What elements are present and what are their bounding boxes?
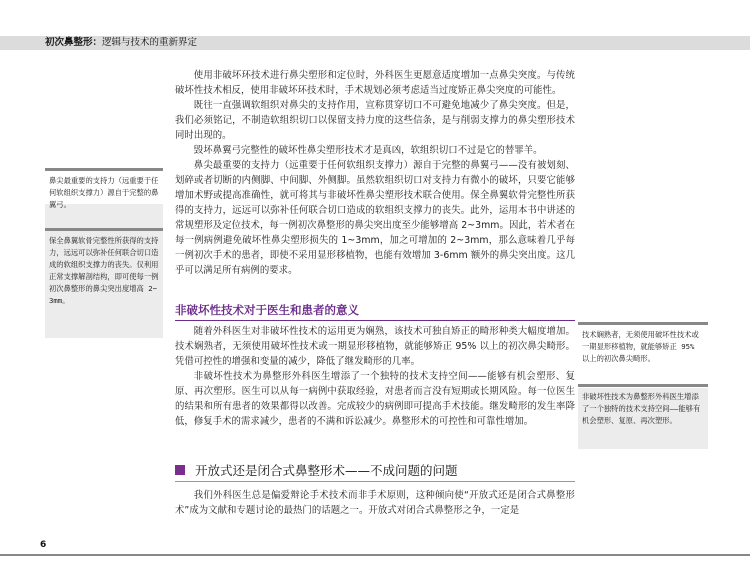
body-text-mid [175, 324, 575, 429]
sidebar-quote-right-1 [578, 322, 708, 377]
sidebar-quote-right-2 [578, 384, 708, 449]
pull-quote: 保全鼻翼软骨完整性所获得的支持力，远远可以弥补任何联合切口造成的软组织支撑力的丧失。仅利用正常支撑解剖结构，即可使每一例初次鼻整形的鼻尖突出度增高 2~3mm。 [49, 236, 159, 305]
paragraph: 使用非破坏环技术进行鼻尖塑形和定位时，外科医生更愿意适度增加一点鼻尖突度。与传统破坏性技术相反，使用非破坏环技术时，手术规划必须考虑适当过度矫正鼻尖突度的可能性。 [175, 70, 575, 96]
running-header-subtitle: 逻辑与技术的重新界定 [102, 37, 198, 48]
footer-rule [0, 554, 750, 556]
heading-square-icon [175, 465, 185, 475]
section-divider [175, 481, 575, 482]
quote-rule [578, 384, 708, 387]
paragraph: 我们外科医生总是偏爱辩论手术技术而非手术原则，这种倾向使“开放式还是闭合式鼻整形术”成为文献和专题讨论的最热门的话题之一。开放式对闭合式鼻整形之争，一定是 [175, 490, 575, 516]
quote-rule [45, 168, 163, 171]
paragraph: 随着外科医生对非破坏性技术的运用更为娴熟，该技术可独自矫正的畸形种类大幅度增加。技术娴熟者，无须使用破坏性技术或一期显形移植物，就能够矫正 95% 以上的初次鼻尖畸形。凭借可控性的增强和变量的减少，降低了继发畸形的几率。 [175, 326, 575, 367]
quote-rule [45, 228, 163, 231]
paragraph: 鼻尖最重要的支持力（远重要于任何软组织支撑力）源自于完整的鼻翼弓——没有被划刻、划碎或者切断的内侧脚、中间脚、外侧脚。虽然软组织切口对支持力有微小的破坏，只要它能够增加术野或提高准确性，就可将其与非破坏性鼻尖塑形技术联合使用。保全鼻翼软骨完整性所获得的支持力，远远可以弥补任何联合切口造成的软组织支撑力的丧失。此外，运用本书中讲述的常规塑形及定位技术，每一例初次鼻整形的鼻尖突出度至少能够增高 2~3mm。因此，若术者在每一例病例避免破坏性鼻尖塑形损失的 1~3mm，加之可增加的 2~3mm，那么意味着几乎每一例初次手术的患者，即使不采用显形移植物，也能有效增加 3-6mm 额外的鼻尖突出度。这几乎可以满足所有病例的要求。 [175, 160, 575, 276]
quote-rule [578, 322, 708, 325]
paragraph: 毁坏鼻翼弓完整性的破坏性鼻尖塑形技术才是真凶，软组织切口不过是它的替罪羊。 [193, 145, 543, 156]
pull-quote: 技术娴熟者，无须使用破坏性技术或一期显形移植物，就能够矫正 95% 以上的初次鼻尖畸形。 [582, 330, 699, 363]
running-header-chapter: 初次鼻整形： [45, 37, 103, 48]
paragraph: 非破坏性技术为鼻整形外科医生增添了一个独特的技术支持空间——能够有机会塑形、复原、再次塑形。医生可以从每一病例中获取经验，对患者而言没有短期或长期风险。每一位医生的结果和所有患者的效果都得以改善。完成较少的病例即可提高手术技能。继发畸形的发生率降低，修复手术的需求减少，患者的不满和诉讼减少。鼻整形术的可控性和可靠性增加。 [175, 371, 575, 427]
section-heading-major [175, 461, 575, 479]
running-header [45, 36, 197, 50]
pull-quote: 鼻尖最重要的支持力（远重要于任何软组织支撑力）源自于完整的鼻翼弓。 [49, 176, 159, 209]
paragraph: 既往一直强调软组织对鼻尖的支持作用，宣称贯穿切口不可避免地减少了鼻尖突度。但是，我们必须铭记，不制造软组织切口以保留支持力度的这些信条，是与削弱支撑力的鼻尖塑形技术同时出现的。 [175, 100, 575, 141]
pull-quote: 非破坏性技术为鼻整形外科医生增添了一个独特的技术支持空间——能够有机会塑形、复原、再次塑形。 [582, 392, 701, 425]
body-text-bottom [175, 488, 575, 518]
page-number: 6 [40, 540, 47, 550]
sidebar-quote-left-2 [45, 228, 163, 338]
section-heading-major-text: 开放式还是闭合式鼻整形术——不成问题的问题 [195, 463, 458, 478]
body-text-top [175, 68, 575, 278]
section-divider [175, 320, 575, 321]
section-heading: 非破坏性技术对于医生和患者的意义 [175, 303, 359, 317]
